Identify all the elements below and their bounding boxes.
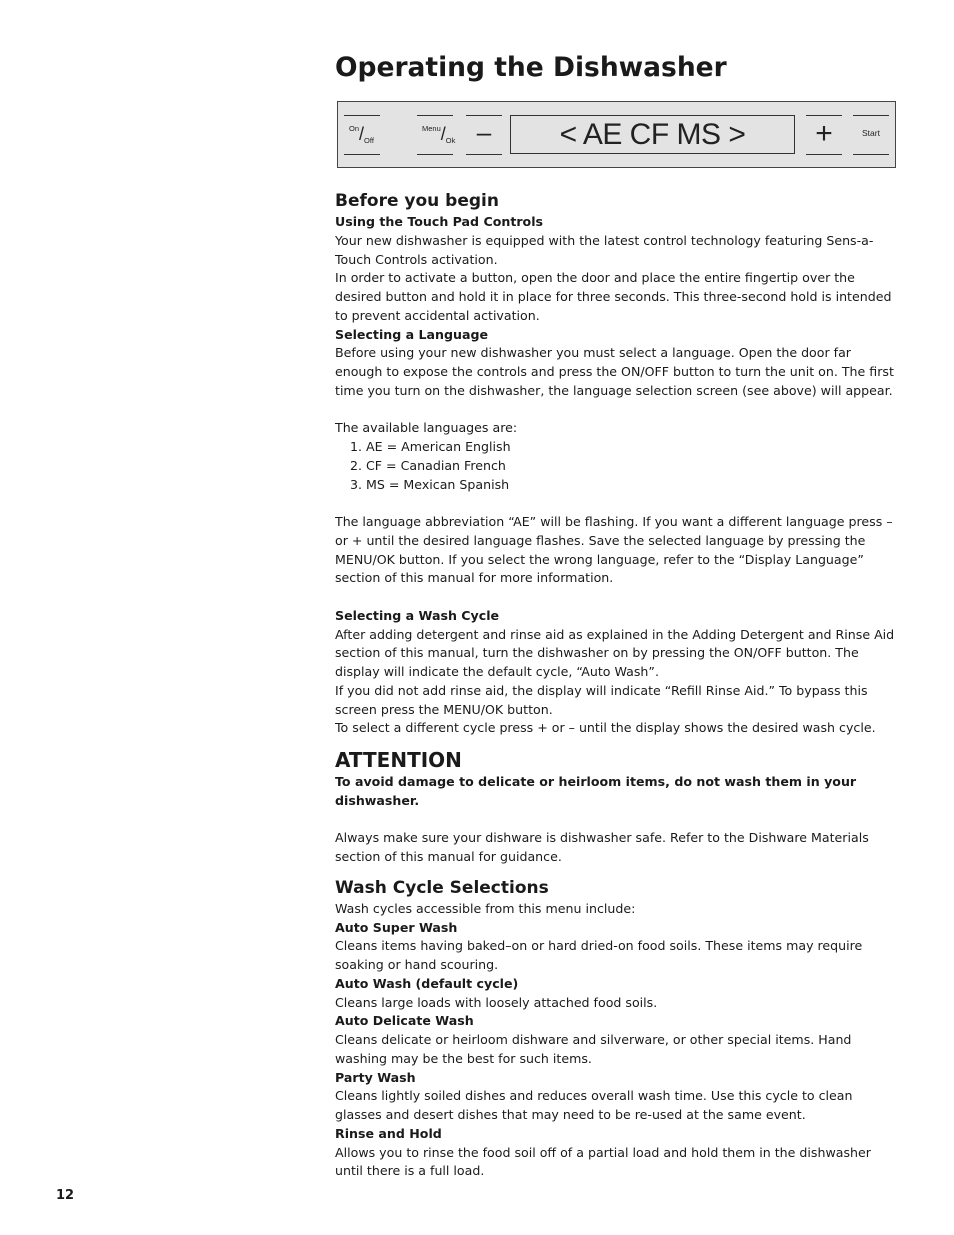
main-content — [335, 189, 900, 1181]
attention-heading: ATTENTION — [335, 748, 462, 772]
cycle-description: Cleans large loads with loosely attached food soils. — [335, 994, 658, 1010]
plus-icon: + — [815, 117, 833, 150]
cycle-name: Auto Delicate Wash — [335, 1013, 474, 1029]
on-off-slash: / — [359, 124, 365, 144]
cycle-description: Allows you to rinse the food soil off of a partial load and hold them in the dishwasher until there is a full load. — [335, 1144, 871, 1179]
button-bottom-line — [806, 154, 842, 155]
touch-pad-paragraph-2: In order to activate a button, open the door and place the entire fingertip over the desired button and hold it in place for three seconds. This three-second hold is intended to prevent accidental activation. — [335, 270, 892, 323]
button-bottom-line — [853, 154, 889, 155]
wash-cycle-paragraph-2: If you did not add rinse aid, the display will indicate “Refill Rinse Aid.” To bypass this screen press the MENU/OK button. — [335, 682, 868, 717]
ok-label: Ok — [445, 136, 456, 145]
button-top-line — [344, 115, 380, 116]
list-item: 2. CF = Canadian French — [350, 457, 506, 473]
language-paragraph-1: Before using your new dishwasher you must select a language. Open the door far enough to expose the controls and press the ON/OFF button to turn the unit on. The first time you turn on the dishwasher, the language selection screen (see above) will appear. — [335, 345, 894, 398]
cycle-description: Cleans items having baked–on or hard dried-on food soils. These items may require soaking or hand scouring. — [335, 938, 863, 972]
language-list-intro: The available languages are: — [335, 420, 518, 436]
start-label: Start — [862, 128, 880, 138]
cycle-name: Auto Wash (default cycle) — [335, 975, 519, 991]
cycle-description: Cleans delicate or heirloom dishware and silverware, or other special items. Hand washing may be the best for such items. — [335, 1032, 852, 1066]
wash-cycle-heading: Selecting a Wash Cycle — [335, 607, 500, 623]
button-top-line — [853, 115, 889, 116]
cycle-name: Rinse and Hold — [335, 1125, 442, 1141]
touch-pad-heading: Using the Touch Pad Controls — [335, 214, 544, 229]
attention-warning: To avoid damage to delicate or heirloom items, do not wash them in your dishwasher. — [335, 774, 857, 808]
cycle-name: Auto Super Wash — [335, 919, 458, 935]
button-bottom-line — [417, 154, 453, 155]
menu-ok-slash: / — [440, 124, 446, 144]
cycle-description: Cleans lightly soiled dishes and reduces overall wash time. Use this cycle to clean glasses and desert dishes that may need to be re-used at the same event. — [335, 1088, 853, 1122]
minus-button — [466, 115, 502, 155]
list-item: 1. AE = American English — [350, 439, 511, 454]
on-off-label — [349, 124, 374, 145]
wash-cycles-intro: Wash cycles accessible from this menu include: — [335, 900, 636, 916]
language-heading: Selecting a Language — [335, 326, 489, 342]
on-label: On — [349, 124, 360, 133]
off-label: Off — [364, 136, 374, 145]
language-list — [335, 438, 900, 494]
attention-text: Always make sure your dishware is dishwasher safe. Refer to the Dishware Materials section of this manual for guidance. — [335, 830, 869, 864]
cycle-name: Party Wash — [335, 1069, 416, 1085]
touch-pad-paragraph-1: Your new dishwasher is equipped with the latest control technology featuring Sens-a-Touch Controls activation. — [335, 232, 874, 267]
wash-cycle-selections-heading: Wash Cycle Selections — [335, 877, 549, 898]
list-item: 3. MS = Mexican Spanish — [350, 476, 510, 492]
minus-icon: – — [476, 117, 492, 147]
page-number: 12 — [56, 1188, 75, 1203]
button-bottom-line — [466, 154, 502, 155]
button-top-line — [806, 115, 842, 116]
language-display: < AE CF MS > — [510, 115, 795, 154]
menu-ok-label — [422, 124, 455, 145]
button-top-line — [417, 115, 453, 116]
menu-label: Menu — [422, 124, 441, 133]
page-title: Operating the Dishwasher — [335, 52, 727, 83]
plus-button — [806, 115, 842, 155]
wash-cycle-paragraph-3: To select a different cycle press + or – until the display shows the desired wash cycle. — [335, 720, 876, 736]
menu-ok-button — [417, 115, 456, 155]
control-panel-illustration — [337, 101, 896, 168]
wash-cycle-paragraph-1: After adding detergent and rinse aid as explained in the Adding Detergent and Rinse Aid section of this manual, turn the dishwasher on by pressing the ON/OFF button. The display will indicate the default cycle, “Auto Wash”. — [335, 626, 895, 679]
start-button — [853, 115, 889, 155]
on-off-button — [344, 115, 380, 155]
button-bottom-line — [344, 154, 380, 155]
before-you-begin-heading: Before you begin — [335, 191, 499, 211]
language-paragraph-2: The language abbreviation “AE” will be flashing. If you want a different language press – or + until the desired language flashes. Save the selected language by pressing the MENU/OK button. If you select the wrong language, refer to the “Display Language” section of this manual for more information. — [335, 514, 893, 586]
